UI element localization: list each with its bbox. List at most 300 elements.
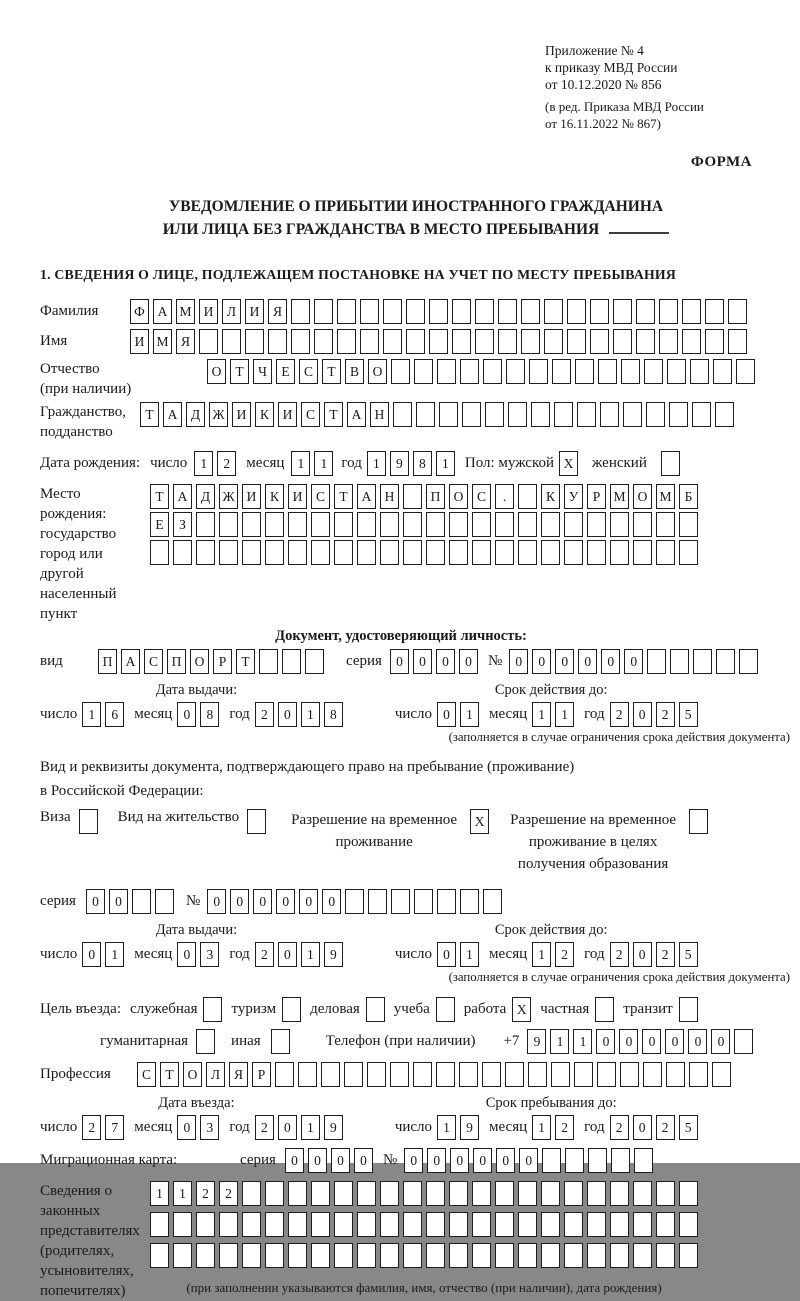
char-box[interactable] — [666, 1062, 685, 1087]
char-box[interactable] — [521, 299, 540, 324]
char-box[interactable] — [150, 540, 169, 565]
char-box[interactable]: 8 — [413, 451, 432, 476]
char-box[interactable]: 2 — [656, 702, 675, 727]
char-box[interactable]: 1 — [437, 1115, 456, 1140]
char-box[interactable]: 0 — [509, 649, 528, 674]
char-box[interactable] — [529, 359, 548, 384]
char-box[interactable] — [414, 889, 433, 914]
char-box[interactable] — [449, 540, 468, 565]
char-box[interactable] — [682, 329, 701, 354]
char-box[interactable] — [282, 649, 301, 674]
char-box[interactable]: 0 — [322, 889, 341, 914]
char-box[interactable]: Т — [150, 484, 169, 509]
char-box[interactable]: 0 — [532, 649, 551, 674]
char-box[interactable] — [449, 1243, 468, 1268]
char-box[interactable] — [610, 512, 629, 537]
char-box[interactable]: 1 — [532, 1115, 551, 1140]
char-box[interactable]: М — [176, 299, 195, 324]
char-box[interactable]: 0 — [688, 1029, 707, 1054]
char-box[interactable] — [357, 1212, 376, 1237]
char-box[interactable]: 1 — [555, 702, 574, 727]
char-box[interactable] — [416, 402, 435, 427]
char-box[interactable] — [219, 540, 238, 565]
char-box[interactable] — [380, 1181, 399, 1206]
char-box[interactable] — [528, 1062, 547, 1087]
char-box[interactable] — [380, 1212, 399, 1237]
char-box[interactable] — [472, 540, 491, 565]
char-box[interactable]: 0 — [555, 649, 574, 674]
char-box[interactable] — [288, 512, 307, 537]
char-box[interactable] — [587, 1243, 606, 1268]
char-box[interactable] — [391, 889, 410, 914]
char-box[interactable]: И — [288, 484, 307, 509]
char-box[interactable] — [587, 540, 606, 565]
char-box[interactable]: 0 — [642, 1029, 661, 1054]
char-box[interactable]: С — [137, 1062, 156, 1087]
char-box[interactable] — [429, 329, 448, 354]
char-box[interactable] — [460, 889, 479, 914]
purpose-tourism-checkbox[interactable] — [282, 997, 301, 1022]
char-box[interactable] — [452, 299, 471, 324]
char-box[interactable] — [413, 1062, 432, 1087]
char-box[interactable] — [734, 1029, 753, 1054]
char-box[interactable]: 2 — [610, 942, 629, 967]
char-box[interactable]: 0 — [86, 889, 105, 914]
char-box[interactable]: 1 — [105, 942, 124, 967]
char-box[interactable] — [150, 1212, 169, 1237]
char-box[interactable] — [334, 540, 353, 565]
char-box[interactable] — [449, 512, 468, 537]
char-box[interactable] — [311, 1212, 330, 1237]
char-box[interactable] — [265, 540, 284, 565]
char-box[interactable] — [222, 329, 241, 354]
char-box[interactable]: 0 — [711, 1029, 730, 1054]
char-box[interactable] — [429, 299, 448, 324]
char-box[interactable] — [521, 329, 540, 354]
char-box[interactable]: 0 — [331, 1148, 350, 1173]
char-box[interactable] — [588, 1148, 607, 1173]
char-box[interactable]: 0 — [390, 649, 409, 674]
char-box[interactable] — [439, 402, 458, 427]
char-box[interactable] — [633, 540, 652, 565]
char-box[interactable] — [403, 484, 422, 509]
char-box[interactable]: 1 — [573, 1029, 592, 1054]
char-box[interactable] — [633, 512, 652, 537]
char-box[interactable] — [590, 299, 609, 324]
char-box[interactable] — [739, 649, 758, 674]
char-box[interactable] — [334, 1243, 353, 1268]
char-box[interactable]: 0 — [665, 1029, 684, 1054]
char-box[interactable] — [679, 1243, 698, 1268]
char-box[interactable]: 9 — [390, 451, 409, 476]
char-box[interactable] — [305, 649, 324, 674]
char-box[interactable] — [518, 1212, 537, 1237]
char-box[interactable]: 2 — [555, 942, 574, 967]
char-box[interactable] — [383, 329, 402, 354]
char-box[interactable] — [268, 329, 287, 354]
char-box[interactable]: 0 — [354, 1148, 373, 1173]
char-box[interactable]: А — [153, 299, 172, 324]
char-box[interactable] — [357, 512, 376, 537]
char-box[interactable] — [713, 359, 732, 384]
char-box[interactable] — [495, 540, 514, 565]
char-box[interactable] — [564, 1212, 583, 1237]
purpose-official-checkbox[interactable] — [203, 997, 222, 1022]
char-box[interactable] — [564, 540, 583, 565]
char-box[interactable] — [611, 1148, 630, 1173]
char-box[interactable]: 0 — [633, 702, 652, 727]
char-box[interactable] — [472, 1181, 491, 1206]
char-box[interactable] — [728, 329, 747, 354]
char-box[interactable] — [380, 1243, 399, 1268]
char-box[interactable] — [449, 1181, 468, 1206]
char-box[interactable]: 2 — [656, 942, 675, 967]
char-box[interactable] — [475, 329, 494, 354]
char-box[interactable]: . — [495, 484, 514, 509]
char-box[interactable]: 0 — [437, 942, 456, 967]
char-box[interactable] — [393, 402, 412, 427]
char-box[interactable]: Т — [236, 649, 255, 674]
char-box[interactable]: 7 — [105, 1115, 124, 1140]
char-box[interactable]: 1 — [301, 702, 320, 727]
purpose-private-checkbox[interactable] — [595, 997, 614, 1022]
char-box[interactable] — [259, 649, 278, 674]
char-box[interactable] — [288, 1181, 307, 1206]
char-box[interactable] — [621, 359, 640, 384]
char-box[interactable]: 0 — [633, 1115, 652, 1140]
char-box[interactable]: 1 — [532, 942, 551, 967]
char-box[interactable] — [472, 1212, 491, 1237]
residence-permit-checkbox[interactable] — [247, 809, 266, 834]
char-box[interactable]: О — [190, 649, 209, 674]
char-box[interactable] — [337, 329, 356, 354]
char-box[interactable] — [483, 359, 502, 384]
char-box[interactable] — [590, 329, 609, 354]
char-box[interactable]: 2 — [82, 1115, 101, 1140]
char-box[interactable] — [636, 299, 655, 324]
char-box[interactable] — [219, 1243, 238, 1268]
char-box[interactable]: Я — [176, 329, 195, 354]
char-box[interactable]: 0 — [404, 1148, 423, 1173]
char-box[interactable] — [656, 540, 675, 565]
char-box[interactable] — [495, 1212, 514, 1237]
char-box[interactable]: Т — [230, 359, 249, 384]
char-box[interactable] — [587, 1212, 606, 1237]
char-box[interactable]: 0 — [436, 649, 455, 674]
char-box[interactable]: К — [255, 402, 274, 427]
char-box[interactable]: 0 — [633, 942, 652, 967]
char-box[interactable]: 1 — [301, 942, 320, 967]
char-box[interactable]: 2 — [219, 1181, 238, 1206]
char-box[interactable] — [679, 1212, 698, 1237]
char-box[interactable] — [245, 329, 264, 354]
char-box[interactable]: 2 — [196, 1181, 215, 1206]
char-box[interactable]: 1 — [436, 451, 455, 476]
char-box[interactable]: 0 — [427, 1148, 446, 1173]
char-box[interactable]: 0 — [285, 1148, 304, 1173]
char-box[interactable] — [437, 359, 456, 384]
char-box[interactable] — [505, 1062, 524, 1087]
char-box[interactable] — [518, 1243, 537, 1268]
char-box[interactable] — [636, 329, 655, 354]
char-box[interactable]: 2 — [255, 1115, 274, 1140]
char-box[interactable] — [367, 1062, 386, 1087]
char-box[interactable] — [541, 1243, 560, 1268]
char-box[interactable] — [643, 1062, 662, 1087]
char-box[interactable] — [132, 889, 151, 914]
char-box[interactable]: 8 — [324, 702, 343, 727]
char-box[interactable] — [634, 1148, 653, 1173]
purpose-other-checkbox[interactable] — [271, 1029, 290, 1054]
char-box[interactable]: Т — [140, 402, 159, 427]
char-box[interactable]: Н — [370, 402, 389, 427]
char-box[interactable]: 0 — [308, 1148, 327, 1173]
char-box[interactable] — [475, 299, 494, 324]
char-box[interactable]: 2 — [255, 942, 274, 967]
char-box[interactable] — [498, 299, 517, 324]
char-box[interactable] — [437, 889, 456, 914]
char-box[interactable] — [460, 359, 479, 384]
char-box[interactable] — [265, 1181, 284, 1206]
char-box[interactable]: 2 — [555, 1115, 574, 1140]
char-box[interactable] — [173, 540, 192, 565]
char-box[interactable] — [659, 299, 678, 324]
char-box[interactable] — [531, 402, 550, 427]
char-box[interactable] — [506, 359, 525, 384]
char-box[interactable]: 0 — [278, 1115, 297, 1140]
char-box[interactable] — [360, 299, 379, 324]
char-box[interactable] — [242, 1181, 261, 1206]
char-box[interactable]: 1 — [314, 451, 333, 476]
char-box[interactable] — [403, 512, 422, 537]
char-box[interactable]: С — [472, 484, 491, 509]
char-box[interactable] — [275, 1062, 294, 1087]
char-box[interactable] — [598, 359, 617, 384]
char-box[interactable] — [656, 1212, 675, 1237]
char-box[interactable]: Л — [206, 1062, 225, 1087]
char-box[interactable] — [196, 1243, 215, 1268]
char-box[interactable] — [564, 1181, 583, 1206]
char-box[interactable] — [613, 329, 632, 354]
char-box[interactable] — [265, 1243, 284, 1268]
char-box[interactable] — [357, 1181, 376, 1206]
char-box[interactable]: 0 — [596, 1029, 615, 1054]
char-box[interactable]: 1 — [301, 1115, 320, 1140]
char-box[interactable] — [485, 402, 504, 427]
char-box[interactable]: А — [347, 402, 366, 427]
char-box[interactable] — [196, 1212, 215, 1237]
char-box[interactable] — [716, 649, 735, 674]
char-box[interactable]: С — [144, 649, 163, 674]
char-box[interactable]: 0 — [278, 942, 297, 967]
char-box[interactable]: К — [265, 484, 284, 509]
char-box[interactable] — [610, 1181, 629, 1206]
char-box[interactable] — [406, 329, 425, 354]
char-box[interactable]: Ж — [219, 484, 238, 509]
char-box[interactable]: 0 — [109, 889, 128, 914]
char-box[interactable] — [610, 540, 629, 565]
char-box[interactable]: 1 — [367, 451, 386, 476]
char-box[interactable] — [357, 540, 376, 565]
char-box[interactable] — [345, 889, 364, 914]
char-box[interactable] — [452, 329, 471, 354]
char-box[interactable] — [544, 329, 563, 354]
char-box[interactable]: Д — [196, 484, 215, 509]
char-box[interactable] — [334, 1212, 353, 1237]
purpose-study-checkbox[interactable] — [436, 997, 455, 1022]
char-box[interactable] — [587, 512, 606, 537]
char-box[interactable]: 1 — [460, 942, 479, 967]
char-box[interactable] — [403, 540, 422, 565]
char-box[interactable]: 9 — [527, 1029, 546, 1054]
char-box[interactable] — [705, 299, 724, 324]
char-box[interactable] — [462, 402, 481, 427]
char-box[interactable]: 1 — [173, 1181, 192, 1206]
char-box[interactable] — [498, 329, 517, 354]
char-box[interactable] — [337, 299, 356, 324]
char-box[interactable] — [321, 1062, 340, 1087]
char-box[interactable]: О — [207, 359, 226, 384]
char-box[interactable] — [633, 1243, 652, 1268]
char-box[interactable]: 9 — [324, 942, 343, 967]
char-box[interactable]: С — [311, 484, 330, 509]
char-box[interactable] — [693, 649, 712, 674]
char-box[interactable]: У — [564, 484, 583, 509]
temp-residence-checkbox[interactable]: X — [470, 809, 489, 834]
char-box[interactable] — [390, 1062, 409, 1087]
char-box[interactable] — [565, 1148, 584, 1173]
char-box[interactable] — [667, 359, 686, 384]
purpose-work-checkbox[interactable]: X — [512, 997, 531, 1022]
char-box[interactable] — [682, 299, 701, 324]
char-box[interactable]: В — [345, 359, 364, 384]
char-box[interactable]: 0 — [177, 942, 196, 967]
char-box[interactable] — [567, 329, 586, 354]
char-box[interactable] — [567, 299, 586, 324]
char-box[interactable] — [728, 299, 747, 324]
char-box[interactable] — [459, 1062, 478, 1087]
char-box[interactable] — [265, 1212, 284, 1237]
char-box[interactable] — [426, 1181, 445, 1206]
char-box[interactable]: П — [426, 484, 445, 509]
char-box[interactable]: 0 — [459, 649, 478, 674]
char-box[interactable] — [656, 512, 675, 537]
char-box[interactable] — [597, 1062, 616, 1087]
char-box[interactable] — [242, 540, 261, 565]
char-box[interactable]: 1 — [550, 1029, 569, 1054]
char-box[interactable] — [564, 1243, 583, 1268]
char-box[interactable] — [288, 1212, 307, 1237]
char-box[interactable]: 0 — [619, 1029, 638, 1054]
char-box[interactable]: Л — [222, 299, 241, 324]
purpose-transit-checkbox[interactable] — [679, 997, 698, 1022]
char-box[interactable] — [291, 299, 310, 324]
char-box[interactable]: 0 — [601, 649, 620, 674]
char-box[interactable] — [495, 1181, 514, 1206]
char-box[interactable] — [623, 402, 642, 427]
char-box[interactable]: Ж — [209, 402, 228, 427]
char-box[interactable]: 0 — [278, 702, 297, 727]
char-box[interactable]: М — [656, 484, 675, 509]
char-box[interactable] — [380, 512, 399, 537]
char-box[interactable]: 0 — [177, 1115, 196, 1140]
char-box[interactable] — [472, 512, 491, 537]
char-box[interactable] — [689, 1062, 708, 1087]
char-box[interactable] — [736, 359, 755, 384]
char-box[interactable]: Р — [213, 649, 232, 674]
char-box[interactable] — [414, 359, 433, 384]
char-box[interactable] — [472, 1243, 491, 1268]
char-box[interactable] — [482, 1062, 501, 1087]
char-box[interactable] — [554, 402, 573, 427]
char-box[interactable] — [403, 1243, 422, 1268]
char-box[interactable] — [541, 540, 560, 565]
char-box[interactable] — [610, 1212, 629, 1237]
char-box[interactable] — [288, 540, 307, 565]
char-box[interactable] — [314, 329, 333, 354]
char-box[interactable] — [575, 359, 594, 384]
char-box[interactable] — [426, 512, 445, 537]
char-box[interactable] — [173, 1212, 192, 1237]
char-box[interactable]: И — [199, 299, 218, 324]
char-box[interactable] — [380, 540, 399, 565]
char-box[interactable]: И — [278, 402, 297, 427]
char-box[interactable] — [715, 402, 734, 427]
char-box[interactable]: 1 — [82, 702, 101, 727]
char-box[interactable]: 5 — [679, 1115, 698, 1140]
char-box[interactable]: О — [633, 484, 652, 509]
char-box[interactable] — [542, 1148, 561, 1173]
char-box[interactable]: 1 — [532, 702, 551, 727]
char-box[interactable] — [564, 512, 583, 537]
char-box[interactable] — [669, 402, 688, 427]
char-box[interactable]: П — [98, 649, 117, 674]
char-box[interactable] — [633, 1181, 652, 1206]
char-box[interactable]: О — [183, 1062, 202, 1087]
char-box[interactable] — [613, 299, 632, 324]
char-box[interactable] — [679, 1181, 698, 1206]
char-box[interactable] — [196, 512, 215, 537]
char-box[interactable] — [219, 1212, 238, 1237]
char-box[interactable]: Н — [380, 484, 399, 509]
char-box[interactable]: И — [232, 402, 251, 427]
char-box[interactable] — [692, 402, 711, 427]
char-box[interactable]: Е — [276, 359, 295, 384]
char-box[interactable]: Ф — [130, 299, 149, 324]
char-box[interactable]: 0 — [276, 889, 295, 914]
char-box[interactable]: 5 — [679, 942, 698, 967]
char-box[interactable] — [291, 329, 310, 354]
char-box[interactable] — [406, 299, 425, 324]
char-box[interactable]: Е — [150, 512, 169, 537]
char-box[interactable]: Р — [587, 484, 606, 509]
char-box[interactable]: А — [357, 484, 376, 509]
char-box[interactable] — [646, 402, 665, 427]
char-box[interactable] — [587, 1181, 606, 1206]
char-box[interactable] — [644, 359, 663, 384]
char-box[interactable] — [449, 1212, 468, 1237]
char-box[interactable] — [656, 1243, 675, 1268]
char-box[interactable]: Д — [186, 402, 205, 427]
char-box[interactable] — [426, 1212, 445, 1237]
char-box[interactable]: 6 — [105, 702, 124, 727]
char-box[interactable] — [679, 512, 698, 537]
char-box[interactable] — [679, 540, 698, 565]
char-box[interactable]: 0 — [82, 942, 101, 967]
char-box[interactable]: С — [301, 402, 320, 427]
char-box[interactable] — [298, 1062, 317, 1087]
char-box[interactable] — [518, 540, 537, 565]
